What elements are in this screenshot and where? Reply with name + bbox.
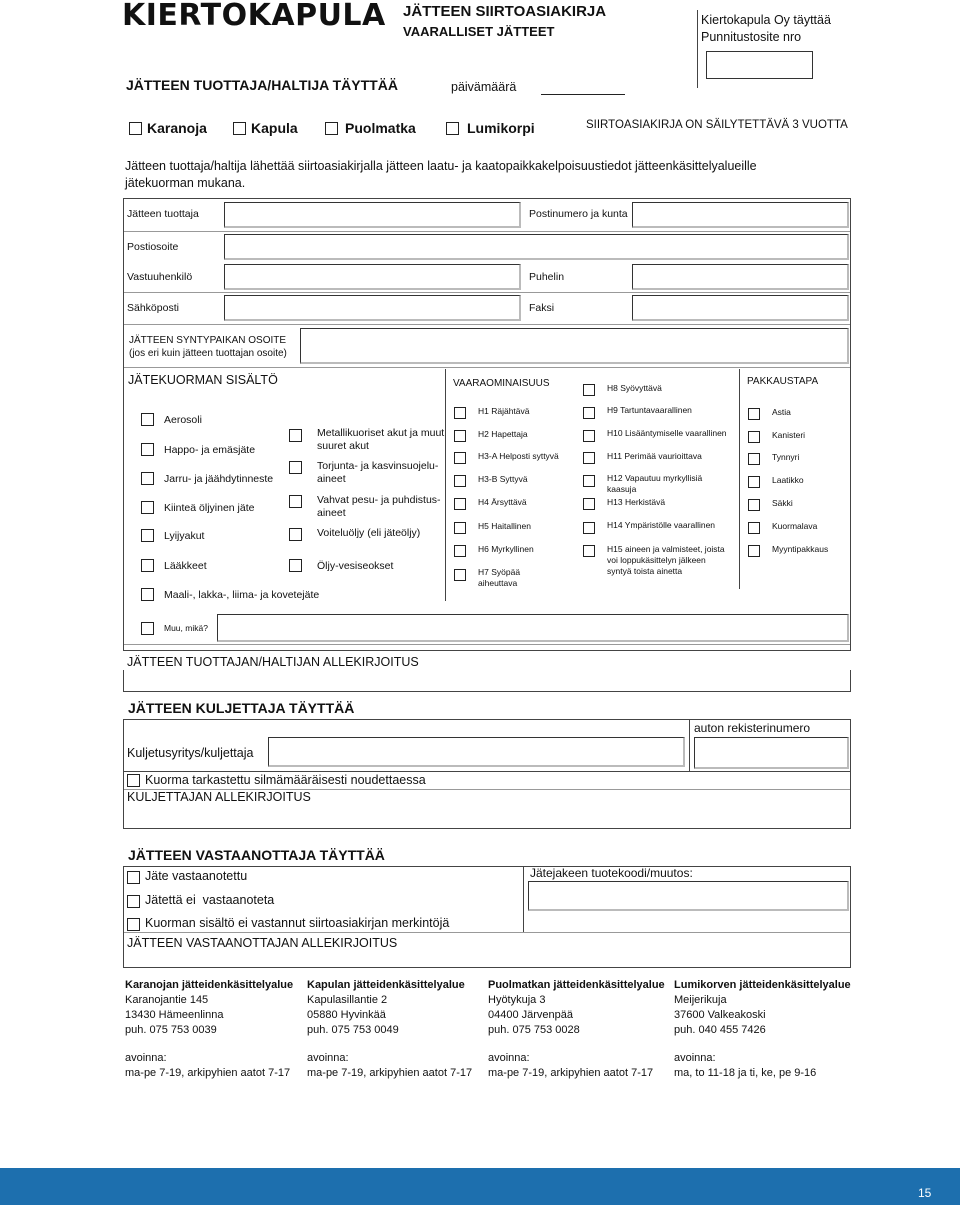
hazard-checkbox-h14[interactable] <box>583 522 595 534</box>
waste-label-pesticide-2: aineet <box>317 473 346 485</box>
packaging-checkbox-canister[interactable] <box>748 431 760 443</box>
row-divider <box>124 367 850 368</box>
site-info-puolmatka <box>488 978 665 1081</box>
site-checkbox-lumikorpi[interactable] <box>446 122 459 135</box>
origin-address-label-1: JÄTTEEN SYNTYPAIKAN OSOITE <box>129 335 287 346</box>
site-name: Lumikorven jätteidenkäsittelyalue <box>674 979 851 991</box>
hazard-checkbox-h5[interactable] <box>454 522 466 534</box>
packaging-label-pallet: Kuormalava <box>772 521 818 531</box>
weighing-slip-input[interactable] <box>706 51 813 79</box>
waste-checkbox-lube-oil[interactable] <box>289 528 302 541</box>
product-code-divider <box>523 866 524 932</box>
site-phone: puh. 075 753 0049 <box>307 1024 399 1036</box>
waste-rejected-checkbox[interactable] <box>127 895 140 908</box>
other-label: Muu, mikä? <box>164 623 208 633</box>
site-name: Puolmatkan jätteidenkäsittelyalue <box>488 979 665 991</box>
vehicle-reg-label: auton rekisterinumero <box>694 721 811 735</box>
row-divider <box>124 644 850 645</box>
column-divider <box>445 369 446 601</box>
waste-label-detergent-1: Vahvat pesu- ja puhdistus- <box>317 494 441 506</box>
site-city: 13430 Hämeenlinna <box>125 1009 224 1021</box>
row-divider <box>124 231 850 232</box>
contact-person-input[interactable] <box>224 264 521 290</box>
fax-input[interactable] <box>632 295 849 321</box>
waste-label-lead-battery: Lyijyakut <box>164 530 205 542</box>
producer-label: Jätteen tuottaja <box>127 208 199 220</box>
postal-code-label: Postinumero ja kunta <box>529 208 628 220</box>
transporter-heading: JÄTTEEN KULJETTAJA TÄYTTÄÄ <box>128 700 355 716</box>
hazard-label-h11: H11 Perimää vaurioittava <box>607 451 702 461</box>
transporter-signature-label: KULJETTAJAN ALLEKIRJOITUS <box>127 790 311 804</box>
waste-rejected-label: Jätettä ei vastaanoteta <box>145 893 275 907</box>
hazard-checkbox-h1[interactable] <box>454 407 466 419</box>
waste-received-checkbox[interactable] <box>127 871 140 884</box>
waste-checkbox-medicine[interactable] <box>141 559 154 572</box>
waste-label-acid: Happo- ja emäsjäte <box>164 444 256 456</box>
content-mismatch-checkbox[interactable] <box>127 918 140 931</box>
site-hours: ma, to 11-18 ja ti, ke, pe 9-16 <box>674 1067 817 1079</box>
site-info-kapula <box>307 978 472 1081</box>
weighing-slip-label: Punnitustosite nro <box>701 30 802 44</box>
packaging-checkbox-pallet[interactable] <box>748 522 760 534</box>
vehicle-reg-divider <box>689 719 690 771</box>
site-label-kapula: Kapula <box>251 120 298 136</box>
hazard-label-h8: H8 Syövyttävä <box>607 383 662 393</box>
producer-signature-area[interactable] <box>123 670 851 692</box>
site-street: Kapulasillantie 2 <box>307 994 388 1006</box>
hazard-label-h15-2: voi loppukäsittelyn jälkeen <box>607 555 706 565</box>
producer-signature-label: JÄTTEEN TUOTTAJAN/HALTIJAN ALLEKIRJOITUS <box>127 655 419 669</box>
site-open-label: avoinna: <box>125 1052 167 1064</box>
site-label-karanoja: Karanoja <box>147 120 207 136</box>
site-phone: puh. 075 753 0028 <box>488 1024 580 1036</box>
hazard-checkbox-h13[interactable] <box>583 498 595 510</box>
site-info-karanoja <box>125 978 293 1081</box>
hazard-checkbox-h3b[interactable] <box>454 475 466 487</box>
hazard-label-h1: H1 Räjähtävä <box>478 406 530 416</box>
producer-input[interactable] <box>224 202 521 228</box>
site-hours: ma-pe 7-19, arkipyhien aatot 7-17 <box>307 1067 473 1079</box>
postal-address-label: Postiosoite <box>127 241 179 253</box>
postal-address-input[interactable] <box>224 234 849 260</box>
site-street: Karanojantie 145 <box>125 994 209 1006</box>
site-city: 05880 Hyvinkää <box>307 1009 386 1021</box>
row-divider <box>124 292 850 293</box>
waste-checkbox-acid[interactable] <box>141 443 154 456</box>
hazard-label-h7-1: H7 Syöpää <box>478 567 521 577</box>
hazard-checkbox-h12[interactable] <box>583 475 595 487</box>
row-divider <box>124 932 850 933</box>
date-input-line[interactable] <box>541 94 625 95</box>
email-input[interactable] <box>224 295 521 321</box>
site-label-puolmatka: Puolmatka <box>345 120 416 136</box>
hazard-label-h3a: H3-A Helposti syttyvä <box>478 451 559 461</box>
origin-address-input[interactable] <box>300 328 849 364</box>
email-label: Sähköposti <box>127 302 179 314</box>
footer-bar <box>0 1168 960 1205</box>
hazard-checkbox-h8[interactable] <box>583 384 595 396</box>
hazard-label-h13: H13 Herkistävä <box>607 497 666 507</box>
packaging-checkbox-container[interactable] <box>748 408 760 420</box>
row-divider <box>124 324 850 325</box>
visual-check-checkbox[interactable] <box>127 774 140 787</box>
instruction-text-2: jätekuorman mukana. <box>125 176 246 190</box>
date-label: päivämäärä <box>451 80 517 94</box>
waste-label-lube-oil: Voiteluöljy (eli jäteöljy) <box>317 527 421 539</box>
page-number: 15 <box>918 1186 932 1200</box>
product-code-input[interactable] <box>528 881 849 911</box>
waste-checkbox-oil-water[interactable] <box>289 559 302 572</box>
packaging-label-canister: Kanisteri <box>772 430 806 440</box>
instruction-text-1: Jätteen tuottaja/haltija lähettää siirtoasiakirjalla jätteen laatu- ja kaatopaikkakelpoisuustiedot jätteenkäsittelyalueille <box>125 159 757 173</box>
product-code-label: Jätejakeen tuotekoodi/muutos: <box>530 866 693 880</box>
site-checkbox-kapula[interactable] <box>233 122 246 135</box>
visual-check-label: Kuorma tarkastettu silmämääräisesti noudettaessa <box>145 773 426 787</box>
retention-note: SIIRTOASIAKIRJA ON SÄILYTETTÄVÄ 3 VUOTTA <box>586 119 848 131</box>
load-contents-heading: JÄTEKUORMAN SISÄLTÖ <box>128 373 278 387</box>
site-hours: ma-pe 7-19, arkipyhien aatot 7-17 <box>125 1067 291 1079</box>
waste-label-oil-water: Öljy-vesiseokset <box>317 560 394 572</box>
packaging-label-barrel: Tynnyri <box>772 452 800 462</box>
site-street: Hyötykuja 3 <box>488 994 546 1006</box>
site-open-label: avoinna: <box>488 1052 530 1064</box>
waste-checkbox-aerosol[interactable] <box>141 413 154 426</box>
hazard-label-h12-2: kaasuja <box>607 484 637 494</box>
waste-checkbox-detergent[interactable] <box>289 495 302 508</box>
packaging-label-container: Astia <box>772 407 791 417</box>
row-divider <box>124 771 850 772</box>
packaging-checkbox-box[interactable] <box>748 476 760 488</box>
hazard-checkbox-h15[interactable] <box>583 545 595 557</box>
transporter-company-label: Kuljetusyritys/kuljettaja <box>127 746 254 760</box>
site-info-lumikorpi <box>674 978 851 1081</box>
hazard-checkbox-h2[interactable] <box>454 430 466 442</box>
packaging-checkbox-barrel[interactable] <box>748 453 760 465</box>
phone-label: Puhelin <box>529 271 565 283</box>
hazard-label-h15-1: H15 aineen ja valmisteet, joista <box>607 544 725 554</box>
hazard-label-h4: H4 Ärsyttävä <box>478 497 527 507</box>
packaging-heading: PAKKAUSTAPA <box>747 376 819 387</box>
waste-label-metal-battery-2: suuret akut <box>317 440 369 452</box>
hazard-label-h12-1: H12 Vapautuu myrkyllisiä <box>607 473 703 483</box>
waste-label-pesticide-1: Torjunta- ja kasvinsuojelu- <box>317 460 439 472</box>
site-city: 37600 Valkeakoski <box>674 1009 766 1021</box>
hazard-label-h9: H9 Tartuntavaarallinen <box>607 405 692 415</box>
waste-checkbox-brake[interactable] <box>141 472 154 485</box>
waste-label-medicine: Lääkkeet <box>164 560 207 572</box>
origin-address-label-2: (jos eri kuin jätteen tuottajan osoite) <box>129 348 287 359</box>
site-name: Kapulan jätteidenkäsittelyalue <box>307 979 465 991</box>
other-input[interactable] <box>217 614 849 642</box>
producer-heading: JÄTTEEN TUOTTAJA/HALTIJA TÄYTTÄÄ <box>126 77 398 93</box>
hazard-label-h10: H10 Lisääntymiselle vaarallinen <box>607 428 727 438</box>
site-city: 04400 Järvenpää <box>488 1009 574 1021</box>
postal-code-input[interactable] <box>632 202 849 228</box>
hazard-label-h6: H6 Myrkyllinen <box>478 544 534 554</box>
site-checkbox-puolmatka[interactable] <box>325 122 338 135</box>
hazard-checkbox-h7[interactable] <box>454 569 466 581</box>
site-phone: puh. 075 753 0039 <box>125 1024 217 1036</box>
waste-checkbox-pesticide[interactable] <box>289 461 302 474</box>
waste-checkbox-other[interactable] <box>141 622 154 635</box>
fax-label: Faksi <box>529 302 555 314</box>
hazard-label-h5: H5 Haitallinen <box>478 521 531 531</box>
packaging-checkbox-retail[interactable] <box>748 545 760 557</box>
site-open-label: avoinna: <box>674 1052 716 1064</box>
row-divider <box>124 789 850 790</box>
waste-label-metal-battery-1: Metallikuoriset akut ja muut <box>317 427 445 439</box>
document-title: JÄTTEEN SIIRTOASIAKIRJA <box>403 3 607 20</box>
receiver-signature-label: JÄTTEEN VASTAANOTTAJAN ALLEKIRJOITUS <box>127 936 398 950</box>
hazard-label-h2: H2 Hapettaja <box>478 429 528 439</box>
transporter-company-input[interactable] <box>268 737 685 767</box>
site-phone: puh. 040 455 7426 <box>674 1024 766 1036</box>
waste-received-label: Jäte vastaanotettu <box>145 869 248 883</box>
site-open-label: avoinna: <box>307 1052 349 1064</box>
kiertokapula-fills-label: Kiertokapula Oy täyttää <box>701 13 831 27</box>
hazard-checkbox-h11[interactable] <box>583 452 595 464</box>
content-mismatch-label: Kuorman sisältö ei vastannut siirtoasiakirjan merkintöjä <box>145 916 450 930</box>
site-street: Meijerikuja <box>674 994 727 1006</box>
hazard-checkbox-h10[interactable] <box>583 430 595 442</box>
waste-label-oily-solid: Kiinteä öljyinen jäte <box>164 502 255 514</box>
logo: KIERTOKAPULA <box>122 0 386 33</box>
hazard-heading: VAARAOMINAISUUS <box>453 378 550 389</box>
waste-checkbox-lead-battery[interactable] <box>141 529 154 542</box>
waste-checkbox-oily-solid[interactable] <box>141 501 154 514</box>
hazard-label-h7-2: aiheuttava <box>478 578 518 588</box>
hazard-label-h15-3: syntyä toista ainetta <box>607 566 683 576</box>
waste-checkbox-metal-battery[interactable] <box>289 429 302 442</box>
hazard-checkbox-h6[interactable] <box>454 545 466 557</box>
hazard-checkbox-h9[interactable] <box>583 407 595 419</box>
hazard-checkbox-h4[interactable] <box>454 498 466 510</box>
site-hours: ma-pe 7-19, arkipyhien aatot 7-17 <box>488 1067 654 1079</box>
column-divider <box>739 369 740 589</box>
header-divider <box>697 10 698 88</box>
waste-checkbox-paint[interactable] <box>141 588 154 601</box>
site-name: Karanojan jätteidenkäsittelyalue <box>125 979 294 991</box>
site-checkbox-karanoja[interactable] <box>129 122 142 135</box>
waste-label-brake: Jarru- ja jäähdytinneste <box>164 473 274 485</box>
phone-input[interactable] <box>632 264 849 290</box>
hazard-checkbox-h3a[interactable] <box>454 452 466 464</box>
hazard-label-h14: H14 Ympäristölle vaarallinen <box>607 520 716 530</box>
receiver-heading: JÄTTEEN VASTAANOTTAJA TÄYTTÄÄ <box>128 847 385 863</box>
waste-label-paint: Maali-, lakka-, liima- ja kovetejäte <box>164 589 320 601</box>
packaging-label-retail: Myyntipakkaus <box>772 544 829 554</box>
waste-label-detergent-2: aineet <box>317 507 346 519</box>
packaging-checkbox-sack[interactable] <box>748 499 760 511</box>
vehicle-reg-input[interactable] <box>694 737 849 769</box>
contact-person-label: Vastuuhenkilö <box>127 271 193 283</box>
document-subtitle: VAARALLISET JÄTTEET <box>403 24 555 39</box>
site-label-lumikorpi: Lumikorpi <box>467 120 535 136</box>
hazard-label-h3b: H3-B Syttyvä <box>478 474 528 484</box>
waste-label-aerosol: Aerosoli <box>164 414 202 426</box>
packaging-label-box: Laatikko <box>772 475 804 485</box>
packaging-label-sack: Säkki <box>772 498 793 508</box>
